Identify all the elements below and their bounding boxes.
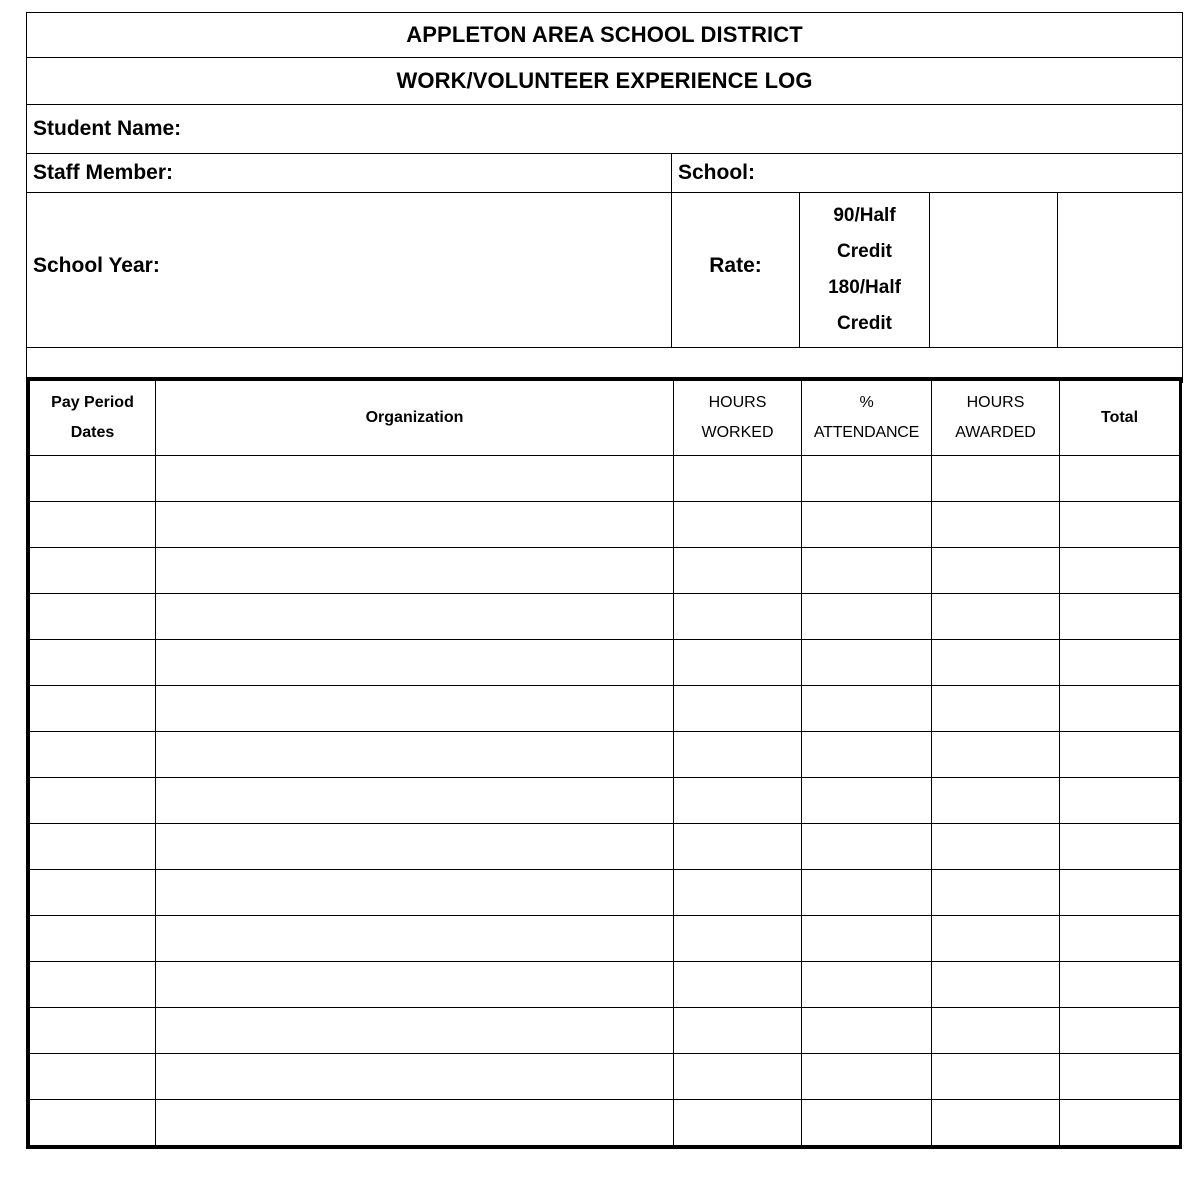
table-row — [30, 456, 1180, 502]
cell-total[interactable] — [1060, 1054, 1180, 1100]
rate-field[interactable]: Rate: — [672, 193, 800, 348]
credit-line-3: 180/Half — [828, 277, 901, 298]
cell-percent_attendance[interactable] — [802, 778, 932, 824]
cell-total[interactable] — [1060, 502, 1180, 548]
cell-hours_worked[interactable] — [674, 824, 802, 870]
header-info-table — [26, 12, 1183, 383]
cell-organization[interactable] — [156, 962, 674, 1008]
cell-percent_attendance[interactable] — [802, 1054, 932, 1100]
cell-total[interactable] — [1060, 778, 1180, 824]
table-row — [30, 962, 1180, 1008]
cell-organization[interactable] — [156, 824, 674, 870]
cell-hours_awarded[interactable] — [932, 916, 1060, 962]
cell-hours_worked[interactable] — [674, 1100, 802, 1146]
column-header-hours-awarded — [932, 381, 1060, 456]
staff-member-field[interactable]: Staff Member: — [27, 154, 672, 193]
cell-hours_worked[interactable] — [674, 732, 802, 778]
cell-total[interactable] — [1060, 1100, 1180, 1146]
credit-line-1: 90/Half — [833, 205, 896, 226]
cell-hours_awarded[interactable] — [932, 778, 1060, 824]
cell-percent_attendance[interactable] — [802, 456, 932, 502]
cell-pay_period_dates[interactable] — [30, 778, 156, 824]
form-title: WORK/VOLUNTEER EXPERIENCE LOG — [27, 58, 1183, 105]
cell-percent_attendance[interactable] — [802, 962, 932, 1008]
cell-organization[interactable] — [156, 456, 674, 502]
cell-percent_attendance[interactable] — [802, 1100, 932, 1146]
cell-hours_worked[interactable] — [674, 870, 802, 916]
cell-percent_attendance[interactable] — [802, 502, 932, 548]
cell-hours_awarded[interactable] — [932, 1100, 1060, 1146]
cell-hours_awarded[interactable] — [932, 548, 1060, 594]
column-header-pay-period-dates — [30, 381, 156, 456]
cell-hours_worked[interactable] — [674, 594, 802, 640]
cell-total[interactable] — [1060, 732, 1180, 778]
hours-worked-line-1: HOURS — [708, 394, 767, 411]
credit-extra-cell-1[interactable] — [930, 193, 1058, 348]
cell-organization[interactable] — [156, 640, 674, 686]
cell-percent_attendance[interactable] — [802, 548, 932, 594]
credit-rate-cell — [800, 193, 930, 348]
log-table-body — [30, 456, 1180, 1146]
hours-awarded-line-1: HOURS — [966, 394, 1025, 411]
cell-hours_worked[interactable] — [674, 1054, 802, 1100]
cell-hours_awarded[interactable] — [932, 1008, 1060, 1054]
cell-total[interactable] — [1060, 824, 1180, 870]
cell-percent_attendance[interactable] — [802, 686, 932, 732]
table-row — [30, 1054, 1180, 1100]
cell-hours_worked[interactable] — [674, 548, 802, 594]
table-row — [30, 548, 1180, 594]
cell-hours_worked[interactable] — [674, 456, 802, 502]
school-field[interactable]: School: — [672, 154, 1183, 193]
cell-hours_worked[interactable] — [674, 686, 802, 732]
staff-school-row — [27, 154, 1183, 193]
cell-total[interactable] — [1060, 1008, 1180, 1054]
cell-total[interactable] — [1060, 686, 1180, 732]
table-row — [30, 916, 1180, 962]
cell-pay_period_dates[interactable] — [30, 640, 156, 686]
cell-hours_awarded[interactable] — [932, 824, 1060, 870]
table-row — [30, 778, 1180, 824]
cell-percent_attendance[interactable] — [802, 916, 932, 962]
cell-percent_attendance[interactable] — [802, 640, 932, 686]
cell-pay_period_dates[interactable] — [30, 824, 156, 870]
table-row — [30, 1100, 1180, 1146]
credit-line-2: Credit — [837, 241, 892, 262]
column-header-organization — [156, 381, 674, 456]
table-row — [30, 502, 1180, 548]
table-row — [30, 686, 1180, 732]
cell-hours_awarded[interactable] — [932, 686, 1060, 732]
cell-hours_awarded[interactable] — [932, 732, 1060, 778]
cell-hours_awarded[interactable] — [932, 1054, 1060, 1100]
table-row — [30, 640, 1180, 686]
percent-attendance-line-2: ATTENDANCE — [813, 424, 920, 441]
cell-hours_awarded[interactable] — [932, 870, 1060, 916]
cell-pay_period_dates[interactable] — [30, 916, 156, 962]
organization-line-1: Organization — [365, 409, 464, 426]
cell-pay_period_dates[interactable] — [30, 502, 156, 548]
cell-hours_worked[interactable] — [674, 916, 802, 962]
hours-worked-line-2: WORKED — [701, 424, 774, 441]
log-header-row — [30, 381, 1180, 456]
cell-organization[interactable] — [156, 686, 674, 732]
cell-total[interactable] — [1060, 456, 1180, 502]
credit-line-4: Credit — [837, 313, 892, 334]
title-row-district — [27, 13, 1183, 58]
cell-hours_worked[interactable] — [674, 640, 802, 686]
cell-pay_period_dates[interactable] — [30, 1100, 156, 1146]
title-row-form — [27, 58, 1183, 105]
total-line-1: Total — [1100, 409, 1139, 426]
cell-percent_attendance[interactable] — [802, 594, 932, 640]
work-log-table — [29, 380, 1180, 1146]
table-row — [30, 1008, 1180, 1054]
table-row — [30, 870, 1180, 916]
column-header-total — [1060, 381, 1180, 456]
cell-pay_period_dates[interactable] — [30, 548, 156, 594]
cell-total[interactable] — [1060, 548, 1180, 594]
cell-organization[interactable] — [156, 1100, 674, 1146]
cell-hours_awarded[interactable] — [932, 962, 1060, 1008]
cell-hours_awarded[interactable] — [932, 594, 1060, 640]
cell-pay_period_dates[interactable] — [30, 1008, 156, 1054]
cell-organization[interactable] — [156, 732, 674, 778]
cell-organization[interactable] — [156, 916, 674, 962]
pay-period-line-2: Dates — [70, 424, 115, 441]
cell-total[interactable] — [1060, 870, 1180, 916]
cell-total[interactable] — [1060, 916, 1180, 962]
cell-pay_period_dates[interactable] — [30, 962, 156, 1008]
student-name-field[interactable]: Student Name: — [27, 105, 1183, 154]
credit-extra-cell-2[interactable] — [1058, 193, 1183, 348]
cell-hours_worked[interactable] — [674, 502, 802, 548]
cell-pay_period_dates[interactable] — [30, 870, 156, 916]
cell-pay_period_dates[interactable] — [30, 1054, 156, 1100]
student-name-row — [27, 105, 1183, 154]
cell-percent_attendance[interactable] — [802, 824, 932, 870]
cell-pay_period_dates[interactable] — [30, 686, 156, 732]
cell-hours_awarded[interactable] — [932, 502, 1060, 548]
cell-pay_period_dates[interactable] — [30, 594, 156, 640]
cell-percent_attendance[interactable] — [802, 732, 932, 778]
cell-pay_period_dates[interactable] — [30, 456, 156, 502]
cell-percent_attendance[interactable] — [802, 1008, 932, 1054]
cell-organization[interactable] — [156, 870, 674, 916]
column-header-hours-worked — [674, 381, 802, 456]
cell-organization[interactable] — [156, 502, 674, 548]
district-title: APPLETON AREA SCHOOL DISTRICT — [27, 13, 1183, 58]
table-row — [30, 732, 1180, 778]
log-table-container — [26, 377, 1182, 1149]
cell-total[interactable] — [1060, 962, 1180, 1008]
cell-organization[interactable] — [156, 778, 674, 824]
cell-pay_period_dates[interactable] — [30, 732, 156, 778]
cell-organization[interactable] — [156, 1054, 674, 1100]
percent-attendance-line-1: % — [859, 394, 874, 411]
cell-hours_awarded[interactable] — [932, 640, 1060, 686]
hours-awarded-line-2: AWARDED — [955, 424, 1036, 441]
school-year-rate-row — [27, 193, 1183, 348]
column-header-percent-attendance — [802, 381, 932, 456]
cell-organization[interactable] — [156, 594, 674, 640]
cell-total[interactable] — [1060, 640, 1180, 686]
cell-organization[interactable] — [156, 548, 674, 594]
table-row — [30, 594, 1180, 640]
cell-percent_attendance[interactable] — [802, 870, 932, 916]
cell-total[interactable] — [1060, 594, 1180, 640]
cell-hours_awarded[interactable] — [932, 456, 1060, 502]
cell-hours_worked[interactable] — [674, 962, 802, 1008]
cell-hours_worked[interactable] — [674, 1008, 802, 1054]
school-year-field[interactable]: School Year: — [27, 193, 672, 348]
pay-period-line-1: Pay Period — [51, 394, 134, 411]
table-row — [30, 824, 1180, 870]
cell-organization[interactable] — [156, 1008, 674, 1054]
cell-hours_worked[interactable] — [674, 778, 802, 824]
